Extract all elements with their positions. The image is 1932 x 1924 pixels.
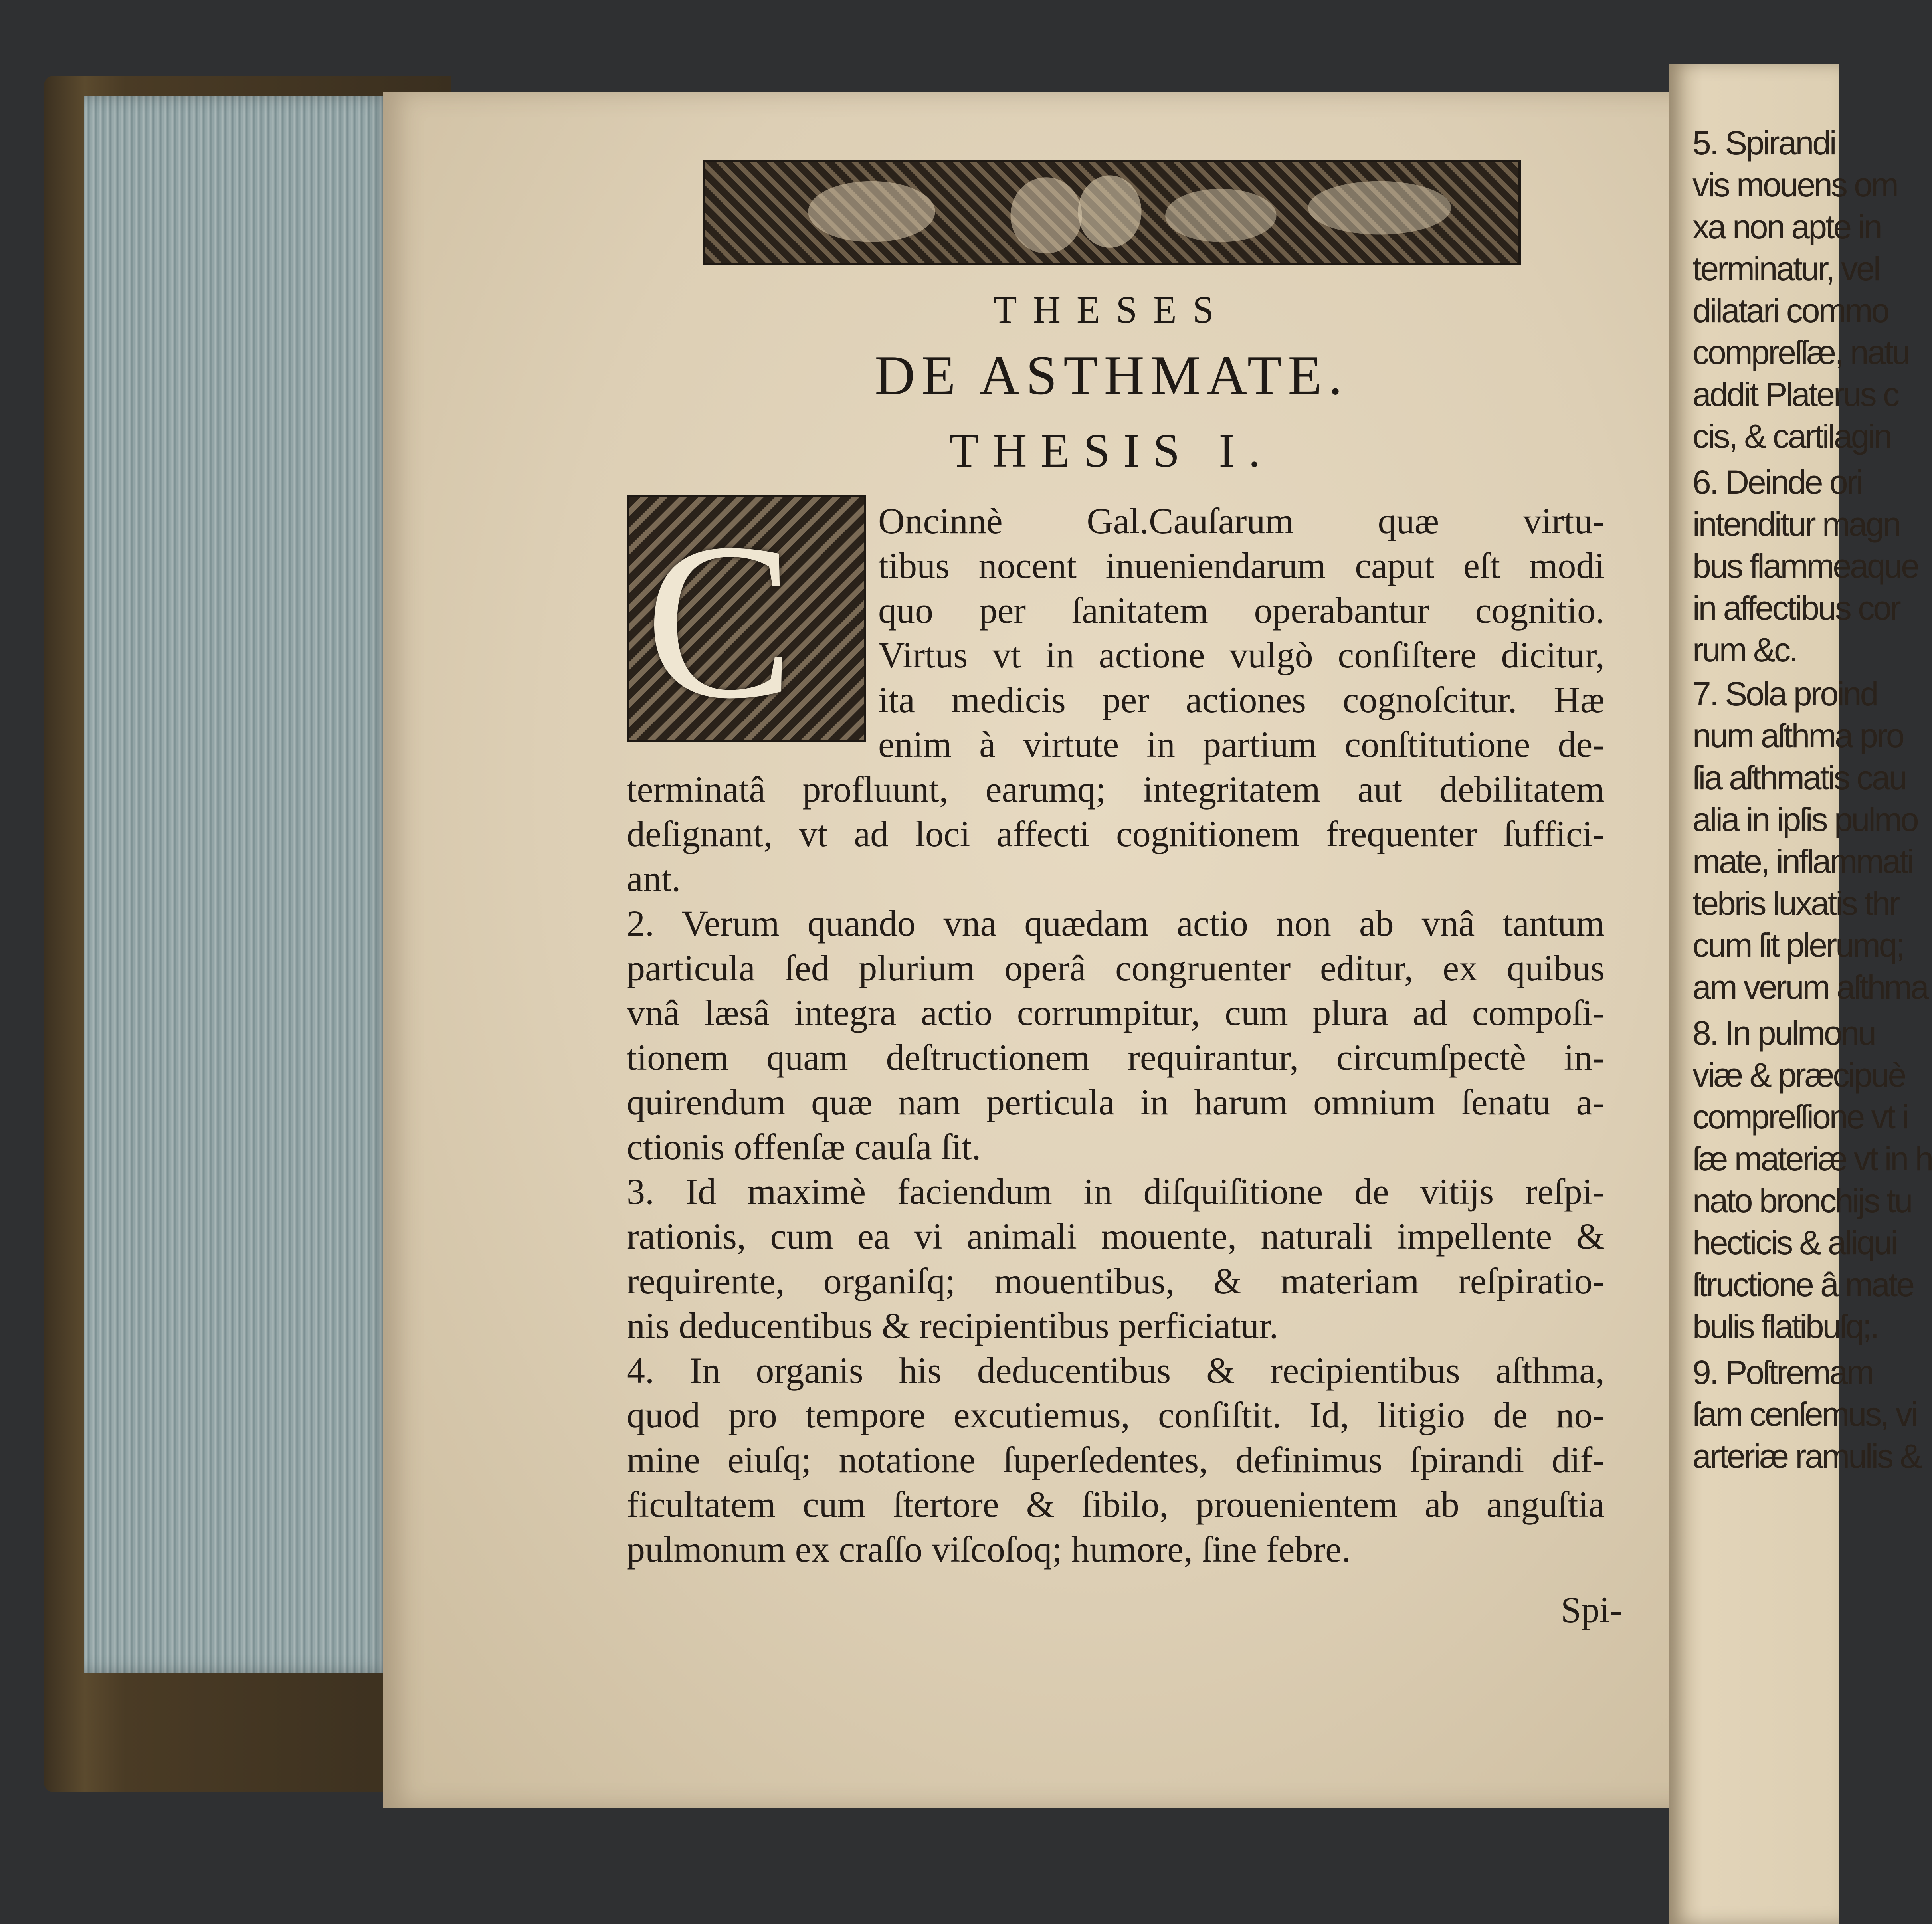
- text-line: tibus nocent inueniendarum caput eſt modi: [878, 545, 1605, 586]
- initial-letter: C: [645, 497, 794, 745]
- text-line: nis deducentibus & recipientibus perficiatur.: [627, 1305, 1279, 1346]
- text-line: ſæ materiæ vt in h: [1692, 1140, 1932, 1178]
- text-line: 3. Id maximè faciendum in diſquiſitione de vitijs reſpi-: [627, 1171, 1605, 1212]
- text-line: terminatâ profluunt, earumq; integritatem aut debilitatem: [627, 769, 1605, 810]
- text-line: 2. Verum quando vna quædam actio non ab vnâ tantum: [627, 903, 1605, 944]
- text-line: cis, & cartilagin: [1692, 418, 1891, 455]
- decorated-initial: [627, 495, 866, 745]
- text-line: viæ & præcipuè: [1692, 1056, 1905, 1094]
- page-edges: [84, 96, 395, 1673]
- text-line: compreſſione vt i: [1692, 1098, 1908, 1136]
- text-line: 8. In pulmonu: [1692, 1014, 1875, 1052]
- text-line: Virtus vt in actione vulgò conſiſtere dicitur,: [878, 635, 1605, 675]
- thesis-number-heading: THESIS I.: [949, 424, 1274, 477]
- text-line: 5. Spirandi: [1692, 124, 1835, 162]
- text-line: enim à virtute in partium conſtitutione de-: [878, 724, 1605, 765]
- text-line: quo per ſanitatem operabantur cognitio.: [878, 590, 1605, 631]
- text-line: quod pro tempore excutiemus, conſiſtit. Id, litigio de no-: [627, 1395, 1605, 1435]
- text-line: rationis, cum ea vi animali mouente, naturali impellente &: [627, 1216, 1605, 1257]
- text-line: cum ſit plerumq;: [1692, 926, 1904, 964]
- text-line: tionem quam deſtructionem requirantur, circumſpectè in-: [627, 1037, 1605, 1078]
- text-line: quirendum quæ nam perticula in harum omnium ſenatu a-: [627, 1082, 1605, 1122]
- text-line: ſtructione â mate: [1692, 1266, 1913, 1303]
- text-line: pulmonum ex craſſo viſcoſoq; humore, ſine febre.: [627, 1529, 1351, 1570]
- text-line: dilatari commo: [1692, 292, 1888, 329]
- text-line: in affectibus cor: [1692, 589, 1900, 627]
- text-line: addit Platerus c: [1692, 376, 1898, 413]
- text-line: particula ſed plurium operâ congruenter editur, ex quibus: [627, 948, 1605, 988]
- right-page-fragment: [1669, 64, 1932, 1924]
- theses-heading: THESES: [993, 288, 1230, 331]
- text-line: ita medicis per actiones cognoſcitur. Hæ: [878, 679, 1605, 720]
- text-line: xa non apte in: [1692, 208, 1881, 245]
- text-line: vnâ læsâ integra actio corrumpitur, cum plura ad compoſi-: [627, 992, 1605, 1033]
- text-line: ant.: [627, 858, 681, 899]
- text-line: 9. Poſtremam: [1692, 1354, 1873, 1391]
- text-line: am verum aſthma: [1692, 968, 1928, 1006]
- text-line: hecticis & aliqui: [1692, 1224, 1896, 1261]
- text-line: terminatur, vel: [1692, 250, 1879, 287]
- text-line: bulis flatibuſq;.: [1692, 1308, 1878, 1345]
- text-line: ſam cenſemus, vi: [1692, 1395, 1917, 1433]
- page-title: DE ASTHMATE.: [875, 344, 1349, 406]
- text-line: bus flammeaque: [1692, 547, 1918, 585]
- text-line: alia in ipſis pulmo: [1692, 801, 1918, 838]
- text-line: vis mouens om: [1692, 166, 1897, 204]
- text-line: num aſthma pro: [1692, 717, 1903, 754]
- catchword: Spi-: [1561, 1589, 1622, 1630]
- text-line: deſignant, vt ad loci affecti cognitionem frequenter ſuffici-: [627, 814, 1605, 854]
- text-line: nato bronchijs tu: [1692, 1182, 1912, 1219]
- text-line: requirente, organiſq; mouentibus, & materiam reſpiratio-: [627, 1261, 1605, 1301]
- text-line: 6. Deinde ori: [1692, 463, 1862, 501]
- text-line: tebris luxatis thr: [1692, 885, 1899, 922]
- text-line: compreſſæ, natu: [1692, 334, 1909, 371]
- text-line: ſia aſthmatis cau: [1692, 759, 1906, 796]
- headpiece-ornament: [703, 160, 1521, 265]
- text-line: mate, inflammati: [1692, 843, 1913, 880]
- text-line: Oncinnè Gal.Cauſarum quæ virtu-: [878, 501, 1605, 541]
- text-line: ficultatem cum ſtertore & ſibilo, prouenientem ab anguſtia: [627, 1484, 1605, 1525]
- text-line: intenditur magn: [1692, 505, 1900, 543]
- text-line: ctionis offenſæ cauſa ſit.: [627, 1126, 981, 1167]
- text-line: arteriæ ramulis &: [1692, 1437, 1921, 1475]
- text-line: 4. In organis his deducentibus & recipientibus aſthma,: [627, 1350, 1605, 1391]
- text-line: 7. Sola proind: [1692, 675, 1877, 713]
- text-line: rum &c.: [1692, 631, 1797, 669]
- text-line: mine eiuſq; notatione ſuperſedentes, definimus ſpirandi dif-: [627, 1439, 1605, 1480]
